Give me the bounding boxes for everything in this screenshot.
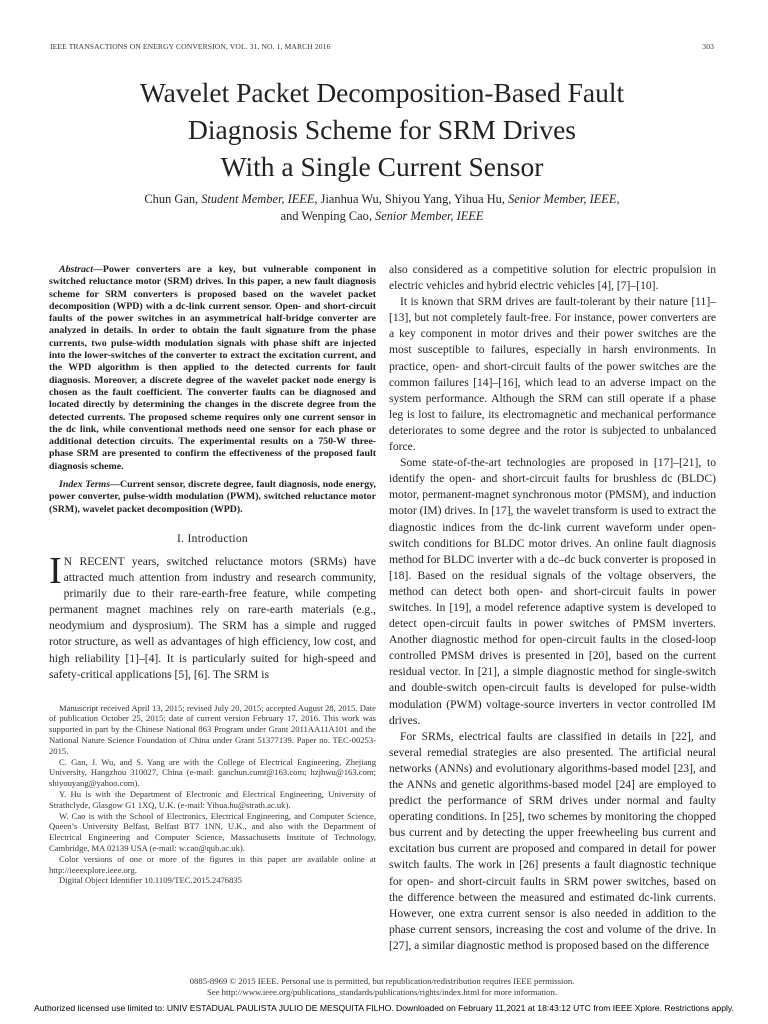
- intro-paragraph-1-text: N RECENT years, switched reluctance motors (SRMs) have attracted much attention from industry and research community, primarily due to their rare-earth-free feature, while competing permanent magnet machines rely on rare-earth materials (e.g., neodymium and dysprosium). The SRM has a simple and rugged rotor structure, as well as advantages of high efficiency, low cost, and high reliability [1]–[4]. It is particularly suited for high-speed and safety-critical applications [5], [6]. The SRM is: [49, 554, 376, 681]
- footnote-affiliation-zju: C. Gan, J. Wu, and S. Yang are with the College of Electrical Engineering, Zhejiang University, Hangzhou 310027, China (e-mail: ganchun.cumt@163.com; hzjhwu@163.com; shiyouyang@yahoo.com).: [49, 756, 376, 789]
- intro-paragraph-1: [49, 549, 376, 683]
- abstract-text: —Power converters are a key, but vulnerable component in switched reluctance motor (SRM) drives. In this paper, a new fault diagnosis scheme for SRM converters is proposed based on the wavelet packet decomposition (WPD) with a dc-link current sensor. Open- and short-circuit faults of the power switches in an asymmetrical half-bridge converter are analyzed in details. In order to obtain the fault signature from the phase currents, two pulse-width modulation signals with phase shift are injected into the lower-switches of the converter to extract the excitation current, and the WPD algorithm is then applied to the detected currents for fault diagnosis. Moreover, a discrete degree of the wavelet packet node energy is chosen as the fault coefficient. The converter faults can be diagnosed and located directly by determining the changes in the discrete degree from the detected currents. The proposed scheme requires only one current sensor in the dc link, while conventional methods need one sensor for each phase or additional detection circuits. The experimental results on a 750-W three-phase SRM are presented to confirm the effectiveness of the proposed fault diagnosis scheme.: [49, 264, 376, 472]
- footnotes: [49, 699, 376, 887]
- right-paragraph-3: Some state-of-the-art technologies are proposed in [17]–[21], to identify the open- and short-circuit faults for brushless dc (BLDC) motor, permanent-magnet synchronous motor (PMSM), and induction motor (IM) drives. In [17], the wavelet transform is used to extract the diagnostic indices from the dc-link current waveform under open-switch conditions for BLDC motor drives. An online fault diagnosis method for BLDC inverter with a dc–dc buck converter is proposed in [18]. Based on the residual signals of the voltage observers, the method can detect both open- and short-circuit faults in power switches. In [19], a model reference adaptive system is developed to detect open-circuit faults in power switches of PMSM inverters. Another diagnostic method for open-circuit faults in the closed-loop controlled PMSM drives is presented in [20], based on the current residual vector. In [21], a simple diagnostic method for single-switch and double-switch open-circuit faults is developed for pulse-width modulation (PWM) voltage-source inverters in vector controlled IM drives.: [389, 456, 716, 727]
- index-terms: [49, 479, 376, 516]
- right-paragraph-1: also considered as a competitive solution for electric propulsion in electric vehicles and hybrid electric vehicles [4], [7]–[10].: [389, 263, 716, 293]
- right-paragraph-4: For SRMs, electrical faults are classified in details in [22], and several remedial strategies are also presented. The artificial neural networks (ANNs) and evolutionary algorithms-based model [23], and the ANNs and genetic algorithms-based model [24] are employed to predict the performance of SRM drives under normal and faulty operating conditions. In [25], two schemes by monitoring the chopped bus current and by detecting the upper freewheeling bus current and excitation bus current are proposed and compared in detail for power switch faults. The work in [26] presents a fault diagnostic technique for open- and short-circuit faults in SRM power switches, based on the difference between the measured and estimated dc-link currents. However, one extra current sensor is also needed in addition to the phase current sensors, increasing the cost and volume of the drive. In [27], a similar diagnostic method is proposed based on the difference: [389, 729, 716, 952]
- author-last-name: and Wenping Cao,: [280, 209, 376, 223]
- drop-cap: I: [49, 549, 62, 592]
- abstract-lead: Abstract: [59, 264, 94, 275]
- title-line-3: With a Single Current Sensor: [220, 151, 544, 182]
- author-group-role: Senior Member, IEEE,: [508, 192, 620, 206]
- index-terms-text: —Current sensor, discrete degree, fault diagnosis, node energy, power converter, pulse-width modulation (PWM), switched reluctance motor (SRM), wavelet packet decomposition (WPD).: [49, 479, 376, 515]
- title-line-2: Diagnosis Scheme for SRM Drives: [187, 114, 577, 145]
- paper-title: [50, 74, 714, 185]
- index-terms-lead: Index Terms: [59, 479, 111, 491]
- author-group-names: , Jianhua Wu, Shiyou Yang, Yihua Hu,: [314, 192, 509, 206]
- author-1-name: Chun Gan,: [144, 192, 202, 206]
- right-paragraph-2: It is known that SRM drives are fault-tolerant by their nature [11]–[13], but not completely fault-free. For instance, power converters are a key component in motor drives and their power switches are the most susceptible to failures, especially in harsh environments. In practice, open- and short-circuit faults of the power switches are the common failures [14]–[16], which lead to an adverse impact on the system performance. Although the SRM can still operate if a phase leg is lost to failure, its electromagnetic and mechanical performance deteriorates to some degree and the rotor is subjected to unbalanced force.: [389, 295, 716, 454]
- footnote-affiliation-strathclyde: Y. Hu is with the Department of Electronic and Electrical Engineering, University of Strathclyde, Glasgow G1 1XQ, U.K. (e-mail: Yihua.hu@strath.ac.uk).: [49, 789, 376, 810]
- page-number: 303: [702, 42, 714, 51]
- section-heading-introduction: I. Introduction: [177, 532, 248, 545]
- copyright-line-1: 0885-8969 © 2015 IEEE. Personal use is permitted, but republication/redistribution requires IEEE permission.: [189, 976, 575, 986]
- footnote-doi: Digital Object Identifier 10.1109/TEC.2015.2476835: [59, 875, 242, 886]
- footnote-manuscript: Manuscript received April 13, 2015; revised July 20, 2015; accepted August 28, 2015. Date of publication October 25, 2015; date of current version February 17, 2016. This work was supported in part by the Chinese National 863 Program under Grant 2011AA11A101 and the National Nature Science Foundation of China under Grant 51377139. Paper no. TEC-00253-2015.: [49, 702, 376, 756]
- running-header: [50, 42, 714, 54]
- author-last-role: Senior Member, IEEE: [375, 209, 484, 223]
- left-column: [49, 264, 376, 886]
- license-bar: Authorized licensed use limited to: UNIV ESTADUAL PAULISTA JULIO DE MESQUITA FILHO. Downloaded on February 11,2021 at 18:43:12 UTC from IEEE Xplore. Restrictions apply.: [34, 1003, 734, 1013]
- copyright-footer: [50, 976, 714, 998]
- author-1-role: Student Member, IEEE: [201, 192, 315, 206]
- author-list: [50, 191, 714, 225]
- footnote-color-figures: Color versions of one or more of the figures in this paper are available online at http://ieeexplore.ieee.org.: [49, 853, 376, 875]
- title-line-1: Wavelet Packet Decomposition-Based Fault: [139, 77, 625, 108]
- journal-citation: IEEE TRANSACTIONS ON ENERGY CONVERSION, VOL. 31, NO. 1, MARCH 2016: [50, 42, 331, 51]
- copyright-line-2: See http://www.ieee.org/publications_standards/publications/rights/index.html for more information.: [206, 987, 558, 997]
- abstract: [49, 264, 376, 473]
- footnote-affiliation-qub: W. Cao is with the School of Electronics, Electrical Engineering, and Computer Science, Queen’s University Belfast, Belfast BT7 1NN, U.K., and also with the Department of Electrical Engineering and Computer Science, Massachusetts Institute of Technology, Cambridge, MA 02139 USA (e-mail: w.cao@qub.ac.uk).: [49, 810, 376, 854]
- right-column: [389, 262, 716, 954]
- introduction-body: [49, 549, 376, 683]
